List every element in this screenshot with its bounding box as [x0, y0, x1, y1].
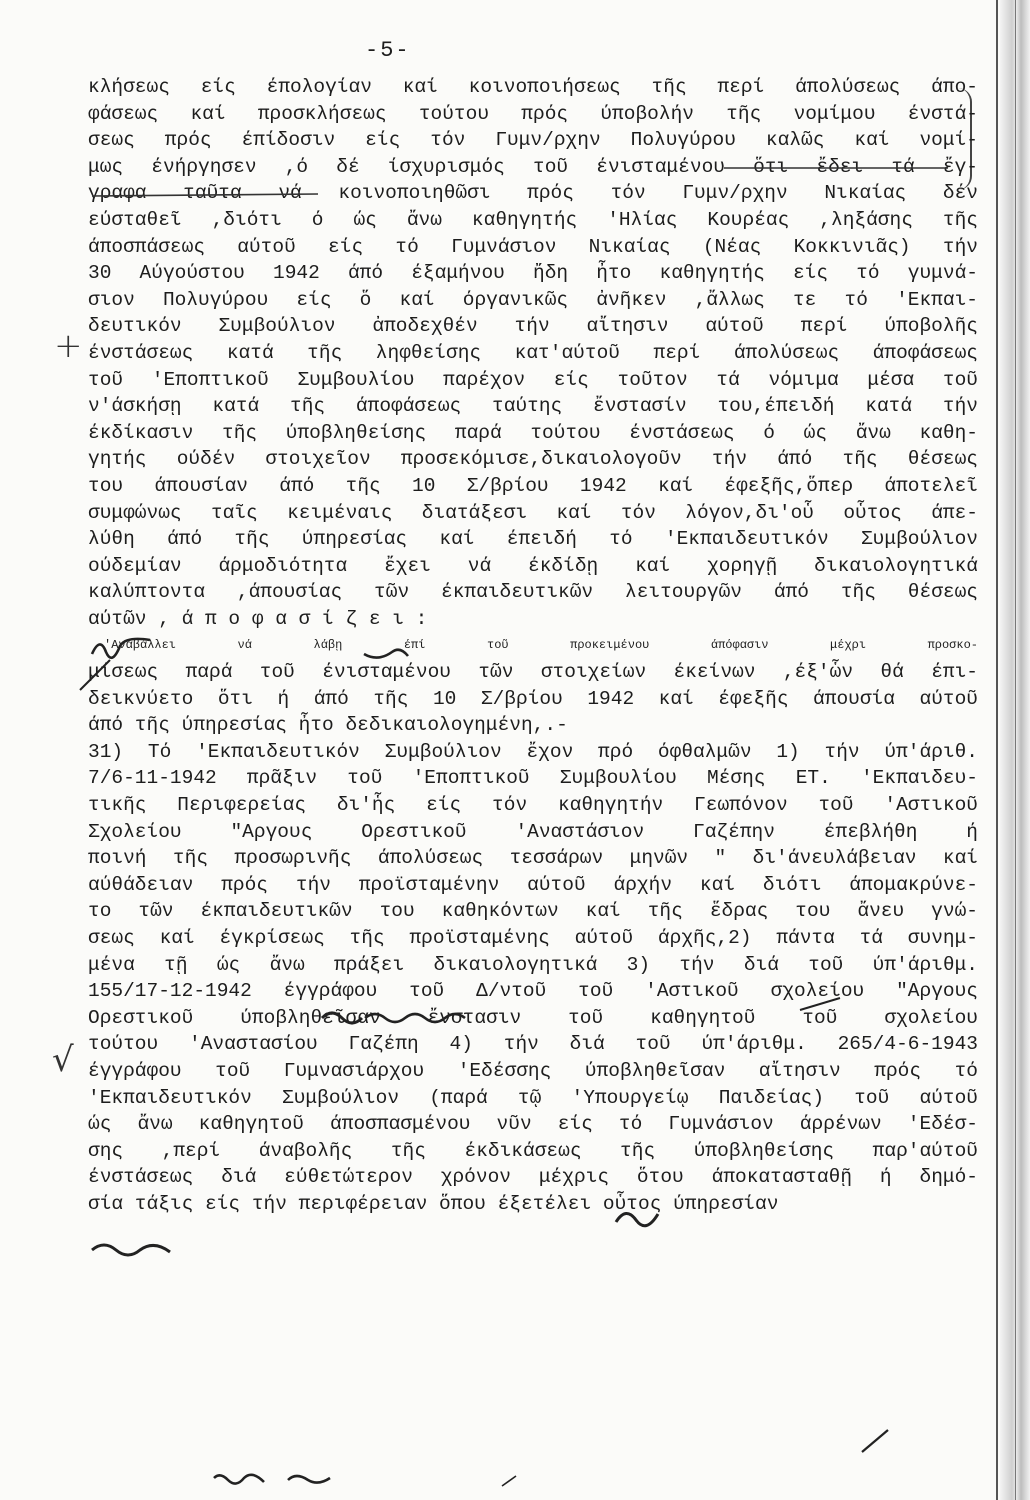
text-line: Ορεστικοῦ ύποβληθεῖσαν ἔνστασιν τοῦ καθηγητοῦ τοῦ σχολείου: [88, 1006, 978, 1029]
text-line: του άπουσίαν άπό τῆς 10 Σ/βρίου 1942 καί έφεξῆς,ὅπερ άποτελεῖ: [88, 474, 978, 497]
text-line: τούτου 'Αναστασίου Γαζέπη 4) τήν διά τοῦ ύπ'άριθμ. 265/4-6-1943: [88, 1033, 978, 1056]
text-line: σης ,περί άναβολῆς τῆς έκδικάσεως τῆς ύποβληθείσης παρ'αύτοῦ: [88, 1139, 978, 1162]
text-line: ώς ἄνω καθηγητοῦ άποσπασμένου νῦν είς τό Γυμνάσιον άρρένων 'Εδέσ-: [88, 1113, 978, 1136]
text-line: ποινή τῆς προσωρινῆς άπολύσεως τεσσάρων μηνῶν " δι'άνευλάβειαν καί: [88, 847, 978, 870]
text-line: 31) Τό 'Εκπαιδευτικόν Συμβούλιον ἔχον πρό όφθαλμῶν 1) τήν ύπ'άριθ.: [88, 740, 978, 763]
text-line: το τῶν έκπαιδευτικῶν του καθηκόντων καί τῆς ἕδρας του ἄνευ γνώ-: [88, 900, 978, 923]
text-line: τικῆς Περιφερείας δι'ἧς είς τόν καθηγητήν Γεωπόνον τοῦ 'Αστικοῦ: [88, 794, 978, 817]
text-line: γραφα ταῦτα νά κοινοποιηθῶσι πρός τόν Γυμν/ρχην Νικαίας δέν: [88, 182, 978, 205]
page-edge-line: [1015, 0, 1016, 1500]
text-line: έκδίκασιν τῆς ύποβληθείσης παρά τούτου ένστάσεως ό ώς ἄνω καθη-: [88, 421, 978, 444]
text-line: μως ένήργησεν ,ό δέ ίσχυρισμός τοῦ ένισταμένου ὅτι ἔδει τά ἔγ-: [88, 155, 978, 178]
text-line: 'Εκπαιδευτικόν Συμβούλιον (παρά τῷ 'Υπουργείῳ Παιδείας) τοῦ αύτοῦ: [88, 1086, 978, 1109]
plus-margin-mark: +: [54, 326, 83, 366]
text-line: εύσταθεῖ ,διότι ό ώς ἄνω καθηγητής 'Ηλίας Κουρέας ,ληξάσης τῆς: [88, 208, 978, 231]
text-line: ν'άσκήσῃ κατά τῆς άποφάσεως ταύτης ἔνστασίν του,έπειδή κατά τήν: [88, 395, 978, 418]
text-line: αύτῶν , ά π ο φ α σ ί ζ ε ι :: [88, 607, 428, 630]
text-line: κλήσεως είς έπολογίαν καί κοινοποιήσεως τῆς περί άπολύσεως άπο-: [88, 76, 978, 98]
text-line: ούδεμίαν άρμοδιότητα ἔχει νά έκδίδῃ καί χορηγῇ δικαιολογητικά: [88, 554, 978, 577]
text-line: σιον Πολυγύρου είς ὅ καί όργανικῶς ἀνῆκεν ,ἄλλως τε τό 'Εκπαι-: [88, 288, 978, 311]
ink-scribble: [92, 1245, 170, 1255]
ink-stroke: [862, 1430, 888, 1452]
text-line: 7/6-11-1942 πρᾶξιν τοῦ 'Εποπτικοῦ Συμβουλίου Μέσης ΕΤ. 'Εκπαιδευ-: [88, 767, 978, 790]
text-line: σεως πρός έπίδοσιν είς τόν Γυμν/ρχην Πολυγύρου καλῶς καί νομί-: [88, 129, 978, 152]
text-line: αύθάδειαν πρός τήν προϊσταμένην αύτοῦ άρχήν καί διότι άπομακρύνε-: [88, 873, 978, 896]
text-line: άπό τῆς ύπηρεσίας ἦτο δεδικαιολογημένη,.-: [88, 714, 568, 737]
ink-scribble: [214, 1475, 264, 1484]
text-line: σία τάξις είς τήν περιφέρειαν ὅπου έξετέλει οὗτος ύπηρεσίαν: [88, 1192, 779, 1215]
document-body: [88, 74, 978, 1218]
text-line: έγγράφου τοῦ Γυμνασιάρχου 'Εδέσσης ύποβληθεῖσαν αἴτησιν πρός τό: [88, 1059, 978, 1082]
text-line: 155/17-12-1942 έγγράφου τοῦ Δ/ντοῦ τοῦ 'Αστικοῦ σχολείου "Αργους: [88, 980, 978, 1003]
text-line: τοῦ 'Εποπτικοῦ Συμβουλίου παρέχον είς τοῦτον τά νόμιμα μέσα τοῦ: [88, 368, 978, 391]
text-line: δεικνύετο ὅτι ή άπό τῆς 10 Σ/βρίου 1942 καί έφεξῆς άπουσία αύτοῦ: [88, 687, 978, 710]
text-line: ένστάσεως κατά τῆς ληφθείσης κατ'αύτοῦ περί άπολύσεως άποφάσεως: [88, 341, 978, 364]
text-line: ένστάσεως διά εύθετώτερον χρόνον μέχρις ὅτου άποκατασταθῇ ή δημό-: [88, 1166, 978, 1189]
text-line: δευτικόν Συμβούλιον ἀποδεχθέν τήν αἴτησιν αύτοῦ περί ύποβολῆς: [88, 315, 978, 338]
check-margin-mark: √: [52, 1040, 74, 1080]
ink-stroke: [502, 1476, 516, 1486]
text-line: 30 Αύγούστου 1942 άπό έξαμήνου ἤδη ἦτο καθηγητής είς τό γυμνά-: [88, 262, 978, 285]
text-line: Σχολείου "Αργους Ορεστικοῦ 'Αναστάσιον Γαζέπην έπεβλήθη ή: [88, 820, 978, 843]
text-line: καλύπτοντα ,άπουσίας τῶν έκπαιδευτικῶν λειτουργῶν άπό τῆς θέσεως: [88, 581, 978, 604]
text-line: άποσπάσεως αύτοῦ είς τό Γυμνάσιον Νικαίας (Νέας Κοκκινιᾶς) τήν: [88, 235, 978, 258]
text-line: γητής ούδέν στοιχεῖον προσεκόμισε,δικαιολογοῦν τήν άπό τῆς θέσεως: [88, 448, 978, 471]
page-edge-line: [996, 0, 998, 1500]
ink-scribble: [288, 1476, 330, 1483]
text-line: φάσεως καί προσκλήσεως τούτου πρός ύποβολήν τῆς νομίμου ένστά-: [88, 102, 978, 125]
text-line: σεως καί έγκρίσεως τῆς προϊσταμένης αύτοῦ άρχῆς,2) πάντα τά συνημ-: [88, 927, 978, 949]
text-line: μίσεως παρά τοῦ ένισταμένου τῶν στοιχείων έκείνων ,έξ'ὧν θά έπι-: [88, 661, 978, 684]
text-line: συμφώνως ταῖς κειμέναις διατάξεσι καί τόν λόγον,δι'οὗ οὗτος άπε-: [88, 501, 978, 524]
text-line: λύθη άπό τῆς ύπηρεσίας καί έπειδή τό 'Εκπαιδευτικόν Συμβούλιον: [88, 528, 978, 551]
text-line: 'Αναβάλλει νά λάβῃ έπί τοῦ προκειμένου άπόφασιν μέχρι προσκο-: [104, 638, 978, 653]
page-number: -5-: [365, 38, 411, 63]
text-line: μένα τῇ ώς ἄνω πράξει δικαιολογητικά 3) τήν διά τοῦ ύπ'άριθμ.: [88, 953, 978, 976]
